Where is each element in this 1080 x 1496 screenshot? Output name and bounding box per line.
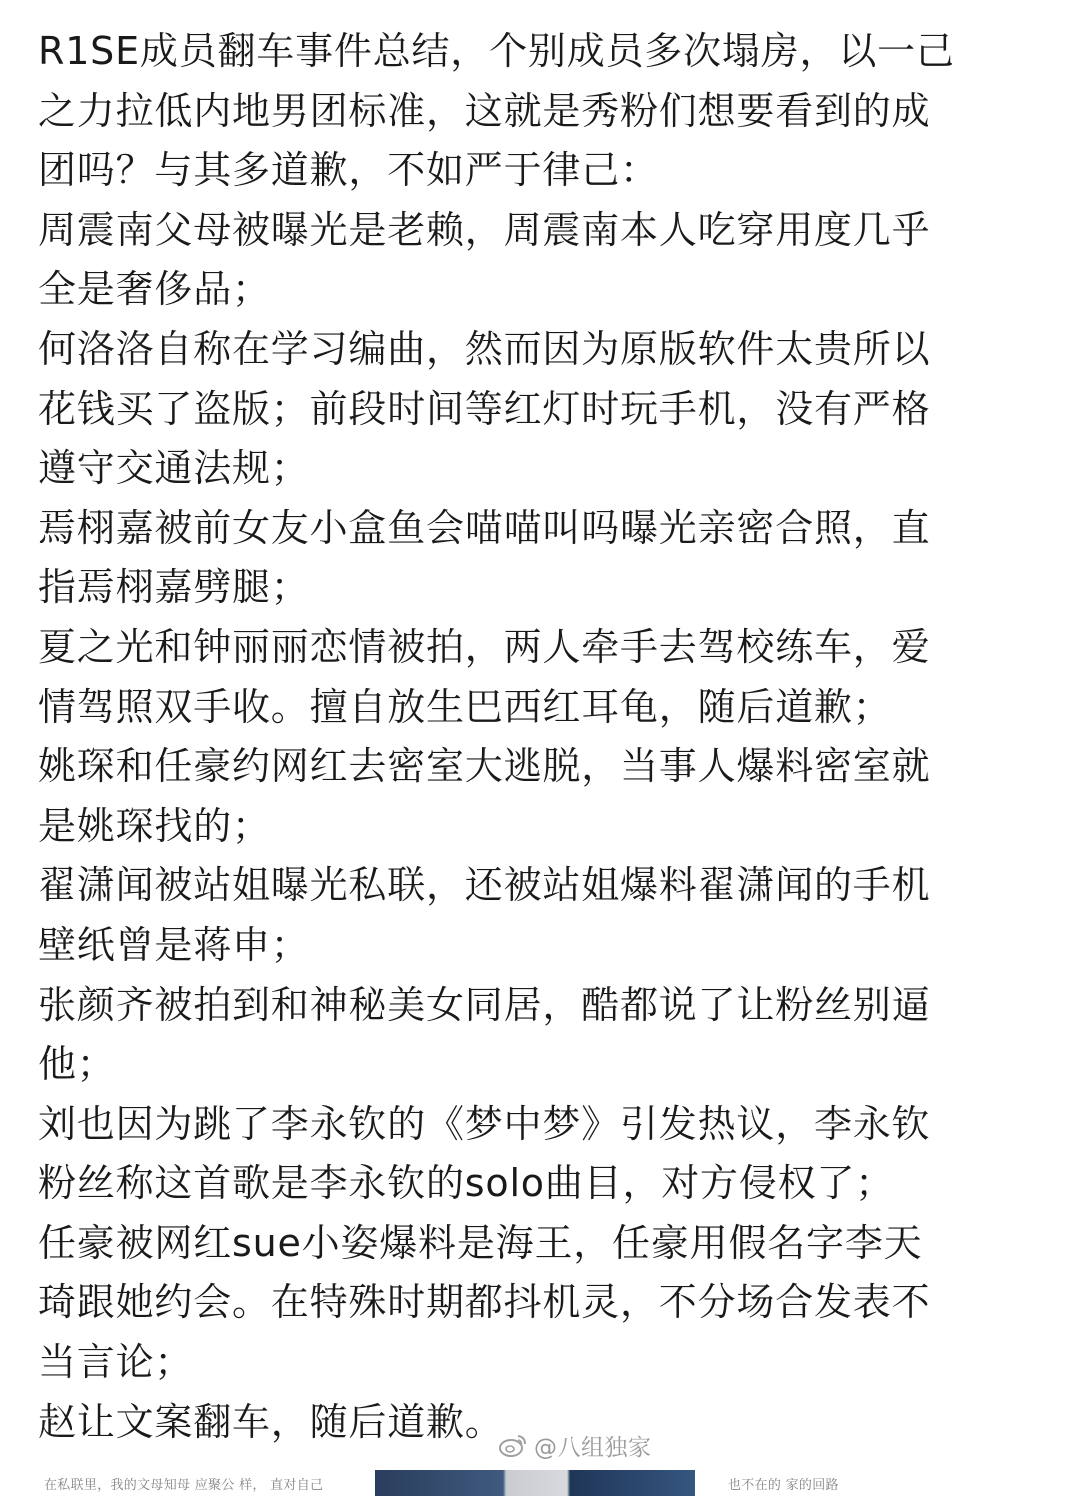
- post-line: 指焉栩嘉劈腿；: [38, 565, 310, 610]
- post-line: 遵守交通法规；: [38, 446, 310, 491]
- post-line: 之力拉低内地男团标准，这就是秀粉们想要看到的成: [38, 88, 931, 133]
- post-line: 是姚琛找的；: [38, 803, 271, 848]
- watermark-text: @八组独家: [534, 1434, 652, 1461]
- post-line: 壁纸曾是蒋申；: [38, 922, 310, 967]
- post-line: 何洛洛自称在学习编曲，然而因为原版软件太贵所以: [38, 326, 931, 371]
- post-line: 姚琛和任豪约网红去密室大逃脱，当事人爆料密室就: [38, 744, 931, 789]
- post-line: 他；: [38, 1042, 116, 1087]
- post-line: 花钱买了盗版；前段时间等红灯时玩手机，没有严格: [38, 386, 931, 431]
- post-line: 粉丝称这首歌是李永钦的solo曲目，对方侵权了；: [38, 1161, 895, 1206]
- post-line: 刘也因为跳了李永钦的《梦中梦》引发热议，李永钦: [38, 1101, 931, 1146]
- post-line: 当言论；: [38, 1340, 194, 1385]
- next-image-strip: [0, 1470, 1080, 1496]
- watermark: [498, 1428, 652, 1462]
- post-line: 焉栩嘉被前女友小盒鱼会喵喵叫吗曝光亲密合照，直: [38, 505, 931, 550]
- weibo-icon: [498, 1432, 528, 1458]
- post-line: 情驾照双手收。擅自放生巴西红耳龟，随后道歉；: [38, 684, 892, 729]
- post-line: 团吗？与其多道歉，不如严于律己：: [38, 148, 659, 193]
- post-body: [38, 22, 1048, 1452]
- strip-right-text: 也不在的 家的回路: [728, 1478, 839, 1493]
- post-line: 周震南父母被曝光是老赖，周震南本人吃穿用度几乎: [38, 207, 931, 252]
- strip-photo: [375, 1470, 695, 1496]
- post-line: 张颜齐被拍到和神秘美女同居，酷都说了让粉丝别逼: [38, 982, 931, 1027]
- post-line: 翟潇闻被站姐曝光私联，还被站姐爆料翟潇闻的手机: [38, 863, 931, 908]
- post-line: 琦跟她约会。在特殊时期都抖机灵，不分场合发表不: [38, 1280, 931, 1325]
- post-line: 赵让文案翻车，随后道歉。: [38, 1399, 504, 1444]
- post-line: R1SE成员翻车事件总结，个别成员多次塌房，以一己: [38, 29, 955, 73]
- post-line: 任豪被网红sue小姿爆料是海王，任豪用假名字李天: [38, 1220, 923, 1265]
- strip-left-text: 在私联里，我的文母知母 应聚公 样， 直对自己: [44, 1478, 324, 1493]
- post-line: 夏之光和钟丽丽恋情被拍，两人牵手去驾校练车，爱: [38, 624, 931, 669]
- post-line: 全是奢侈品；: [38, 267, 271, 312]
